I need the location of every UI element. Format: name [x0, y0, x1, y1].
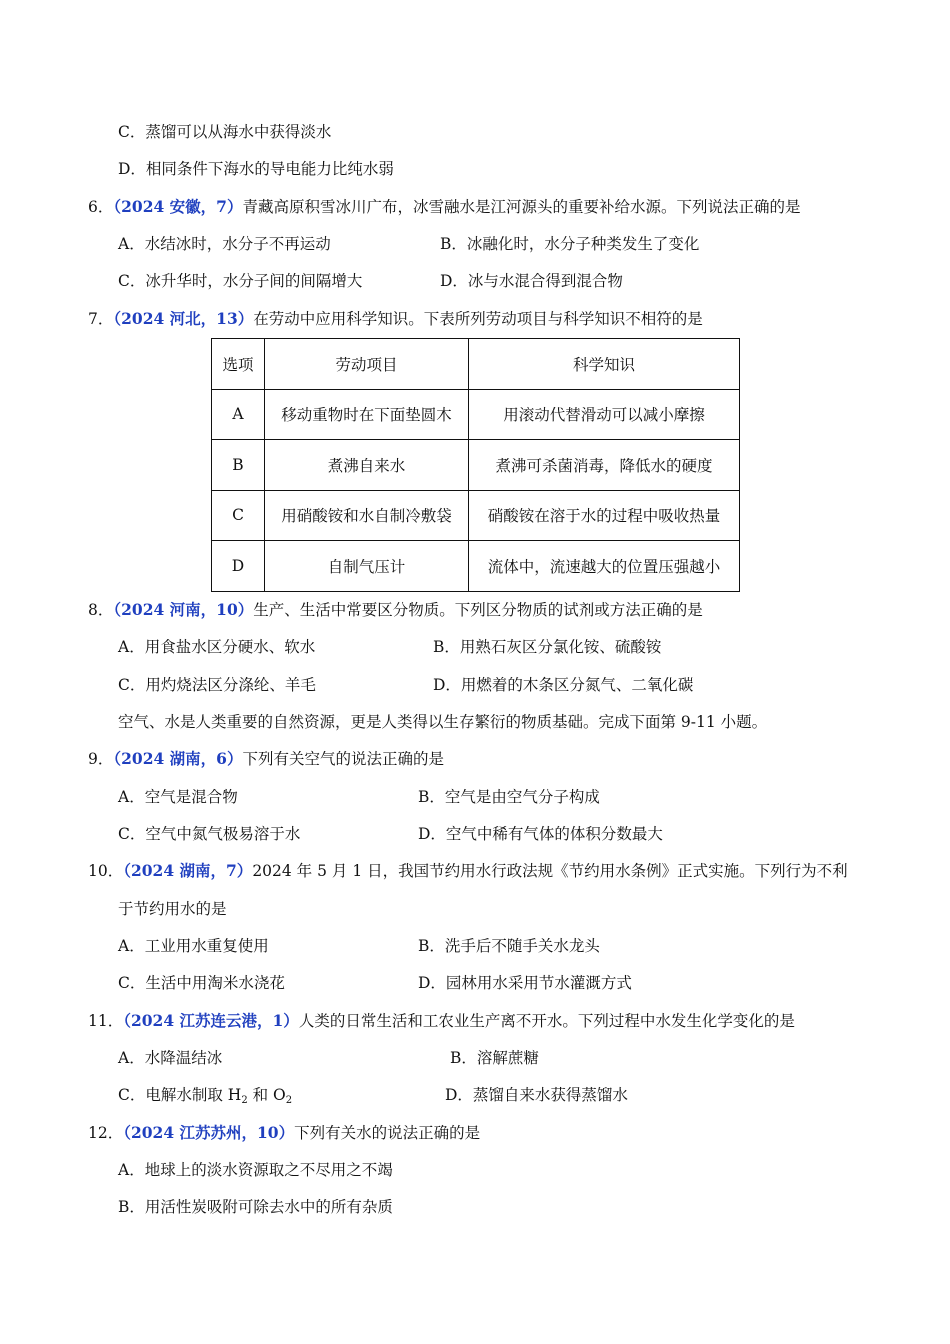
table-row — [212, 389, 740, 440]
q8-option-a: A．用食盐水区分硬水、软水 — [118, 638, 316, 656]
table-cell: A — [212, 389, 265, 440]
question-text: 下列有关水的说法正确的是 — [294, 1124, 481, 1142]
table-cell: 自制气压计 — [265, 541, 469, 592]
option-text: 和 O — [247, 1086, 286, 1104]
option-text: C．电解水制取 H — [118, 1086, 242, 1104]
question-source: （2024 江苏苏州，10） — [123, 1123, 295, 1142]
question-source: （2024 湖南，7） — [123, 861, 253, 880]
table-row — [212, 541, 740, 592]
table-cell: B — [212, 440, 265, 491]
question-10-stem — [88, 861, 848, 881]
q12-option-b: B．用活性炭吸附可除去水中的所有杂质 — [118, 1198, 393, 1216]
question-12-stem — [88, 1123, 480, 1143]
question-text: 在劳动中应用科学知识。下表所列劳动项目与科学知识不相符的是 — [253, 310, 703, 328]
subscript: 2 — [241, 1095, 248, 1106]
q6-option-a: A．水结冰时，水分子不再运动 — [118, 235, 331, 253]
question-number: 8． — [88, 601, 114, 619]
q6-option-d: D．冰与水混合得到混合物 — [440, 272, 623, 290]
question-text: 2024 年 5 月 1 日，我国节约用水行政法规《节约用水条例》正式实施。下列行为不利 — [252, 862, 848, 880]
question-8-stem — [88, 600, 703, 620]
question-source: （2024 安徽，7） — [113, 197, 243, 216]
question-text: 生产、生活中常要区分物质。下列区分物质的试剂或方法正确的是 — [253, 601, 703, 619]
table-header-row — [212, 339, 740, 390]
q10-option-a: A．工业用水重复使用 — [118, 937, 269, 955]
question-source: （2024 河北，13） — [113, 309, 254, 328]
question-number: 12． — [88, 1124, 124, 1142]
question-7-table — [211, 338, 740, 592]
q8-option-b: B．用熟石灰区分氯化铵、硫酸铵 — [433, 638, 662, 656]
question-number: 7． — [88, 310, 114, 328]
question-11-stem — [88, 1011, 795, 1031]
table-cell: 移动重物时在下面垫圆木 — [265, 389, 469, 440]
q11-option-a: A．水降温结冰 — [118, 1049, 223, 1067]
question-number: 11． — [88, 1012, 124, 1030]
table-cell: 用硝酸铵和水自制冷敷袋 — [265, 490, 469, 541]
q10-option-b: B．洗手后不随手关水龙头 — [418, 937, 600, 955]
question-source: （2024 湖南，6） — [113, 749, 243, 768]
table-cell: C — [212, 490, 265, 541]
table-cell: 流体中，流速越大的位置压强越小 — [469, 541, 740, 592]
question-7-stem — [88, 309, 703, 329]
subscript: 2 — [285, 1095, 293, 1106]
group-intro: 空气、水是人类重要的自然资源，更是人类得以生存繁衍的物质基础。完成下面第 9-11 小题。 — [118, 713, 768, 731]
q8-option-c: C．用灼烧法区分涤纶、羊毛 — [118, 676, 316, 694]
table-row — [212, 490, 740, 541]
table-cell: D — [212, 541, 265, 592]
q12-option-a: A．地球上的淡水资源取之不尽用之不竭 — [118, 1161, 393, 1179]
q11-option-c — [118, 1085, 292, 1105]
table-cell: 用滚动代替滑动可以减小摩擦 — [469, 389, 740, 440]
q9-option-d: D．空气中稀有气体的体积分数最大 — [418, 825, 663, 843]
table-header-cell: 选项 — [212, 339, 265, 390]
question-6-stem — [88, 197, 800, 217]
question-number: 6． — [88, 198, 114, 216]
q9-option-c: C．空气中氮气极易溶于水 — [118, 825, 301, 843]
q11-option-b: B．溶解蔗糖 — [450, 1049, 539, 1067]
q9-option-b: B．空气是由空气分子构成 — [418, 788, 600, 806]
q10-option-c: C．生活中用淘米水浇花 — [118, 974, 285, 992]
q5-option-d: D．相同条件下海水的导电能力比纯水弱 — [118, 160, 394, 178]
q6-option-b: B．冰融化时，水分子种类发生了变化 — [440, 235, 700, 253]
question-source: （2024 江苏连云港，1） — [123, 1011, 299, 1030]
table-cell: 煮沸可杀菌消毒，降低水的硬度 — [469, 440, 740, 491]
q11-option-d: D．蒸馏自来水获得蒸馏水 — [445, 1086, 628, 1104]
question-source: （2024 河南，10） — [113, 600, 254, 619]
table-header-cell: 劳动项目 — [265, 339, 469, 390]
q6-option-c: C．冰升华时，水分子间的间隔增大 — [118, 272, 363, 290]
table-row — [212, 440, 740, 491]
q8-option-d: D．用燃着的木条区分氮气、二氧化碳 — [433, 676, 694, 694]
question-10-stem-cont: 于节约用水的是 — [118, 900, 227, 918]
q5-option-c: C．蒸馏可以从海水中获得淡水 — [118, 123, 332, 141]
question-9-stem — [88, 749, 444, 769]
question-text: 人类的日常生活和工农业生产离不开水。下列过程中水发生化学变化的是 — [298, 1012, 795, 1030]
q10-option-d: D．园林用水采用节水灌溉方式 — [418, 974, 632, 992]
q9-option-a: A．空气是混合物 — [118, 788, 238, 806]
question-text: 下列有关空气的说法正确的是 — [242, 750, 444, 768]
table-cell: 硝酸铵在溶于水的过程中吸收热量 — [469, 490, 740, 541]
question-number: 9． — [88, 750, 114, 768]
table-cell: 煮沸自来水 — [265, 440, 469, 491]
table-header-cell: 科学知识 — [469, 339, 740, 390]
question-number: 10． — [88, 862, 124, 880]
question-text: 青藏高原积雪冰川广布，冰雪融水是江河源头的重要补给水源。下列说法正确的是 — [242, 198, 801, 216]
